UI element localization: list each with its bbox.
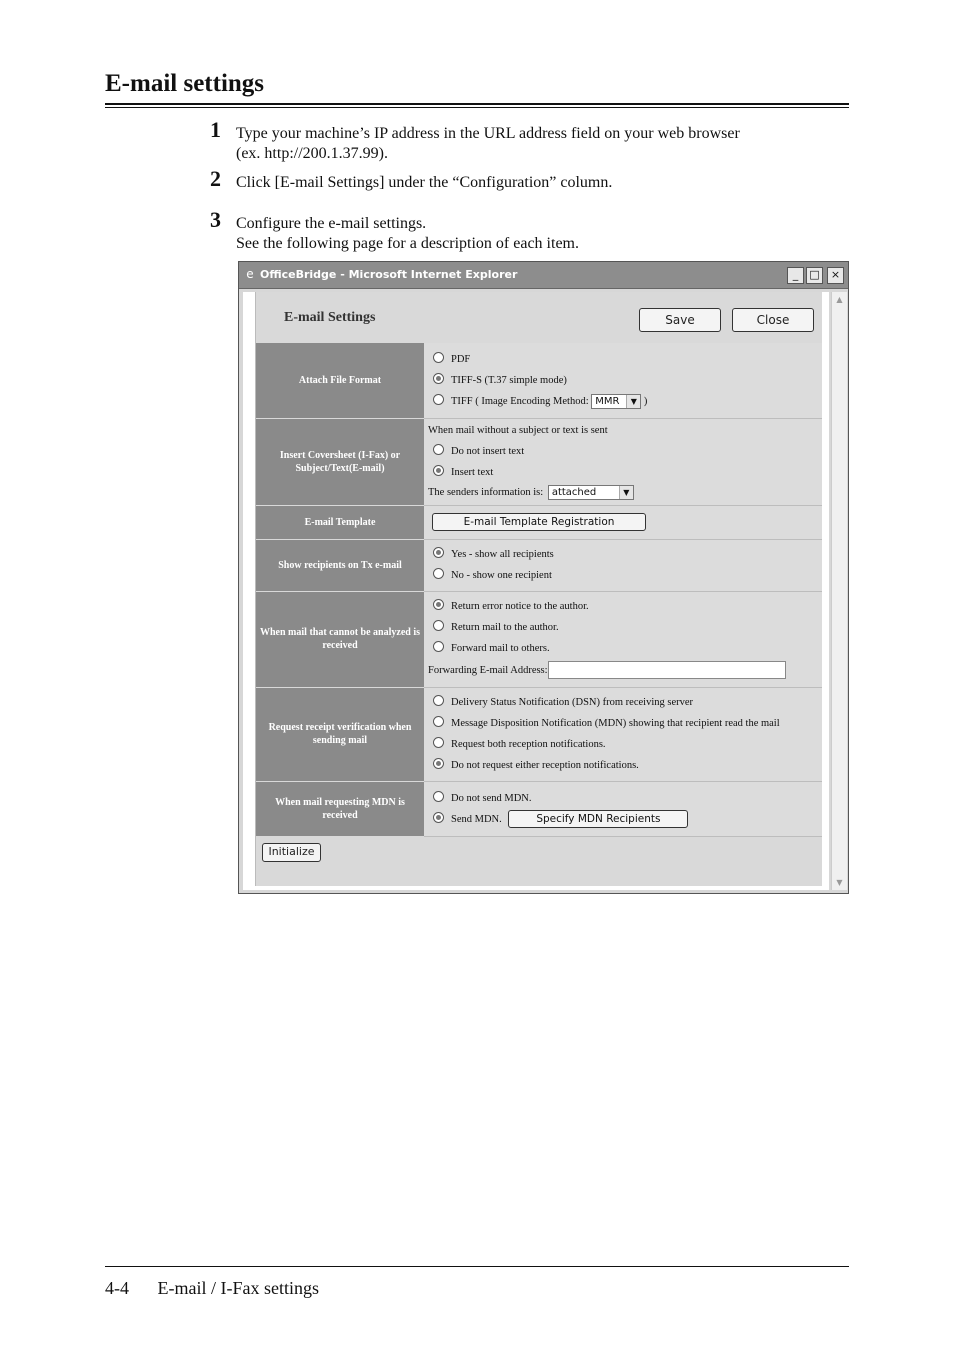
save-button[interactable]: Save — [639, 308, 721, 332]
radio-button[interactable] — [433, 444, 444, 455]
recipients-label: Show recipients on Tx e-mail — [256, 539, 424, 591]
settings-footer — [256, 837, 822, 886]
window-titlebar[interactable] — [239, 262, 848, 289]
option-label: Forward mail to others. — [451, 642, 550, 654]
radio-button[interactable] — [433, 716, 444, 727]
option-do-not-send-mdn[interactable] — [428, 788, 822, 809]
close-button[interactable]: Close — [732, 308, 814, 332]
step-number: 3 — [210, 207, 221, 232]
forward-address-input[interactable] — [548, 661, 786, 679]
option-label: Request both reception notifications. — [451, 739, 606, 750]
option-label: PDF — [451, 353, 471, 365]
vertical-scrollbar[interactable] — [831, 292, 847, 890]
option-label: Return mail to the author. — [451, 621, 559, 633]
browser-icon: e — [246, 267, 254, 281]
step-text: Type your machine’s IP address in the URL address field on your web browser — [236, 125, 740, 142]
initialize-button[interactable]: Initialize — [262, 843, 321, 862]
table-row — [256, 505, 822, 539]
close-window-button[interactable]: × — [827, 267, 844, 284]
option-label: Delivery Status Notification (DSN) from receiving server — [451, 697, 694, 708]
option-show-all[interactable] — [428, 544, 822, 565]
option-pdf[interactable] — [428, 349, 822, 370]
unanalyzed-label: When mail that cannot be analyzed is received — [256, 591, 424, 687]
chevron-down-icon: ▼ — [619, 486, 633, 499]
option-label-suffix: ) — [643, 395, 648, 407]
senders-select[interactable] — [548, 485, 634, 500]
coversheet-label: Insert Coversheet (I-Fax) or Subject/Text(E-mail) — [256, 418, 424, 505]
option-dsn[interactable] — [428, 692, 822, 713]
option-tiff-s[interactable] — [428, 370, 822, 391]
table-row — [256, 591, 822, 687]
coversheet-intro: When mail without a subject or text is sent — [428, 424, 608, 436]
browser-window — [238, 261, 849, 894]
option-insert-text[interactable] — [428, 462, 822, 483]
coversheet-options — [424, 418, 822, 505]
step-text: Click [E-mail Settings] under the “Configuration” column. — [236, 174, 613, 191]
option-return-error[interactable] — [428, 596, 822, 617]
chevron-down-icon: ▼ — [626, 395, 640, 408]
specify-mdn-recipients-button[interactable]: Specify MDN Recipients — [508, 810, 688, 828]
step-number: 1 — [210, 117, 221, 142]
step-text: Configure the e-mail settings. — [236, 215, 427, 232]
minimize-button[interactable]: _ — [787, 267, 804, 284]
mdn-label: When mail requesting MDN is received — [256, 781, 424, 836]
encoding-select[interactable] — [591, 394, 641, 409]
option-mdn[interactable] — [428, 713, 822, 734]
radio-button[interactable] — [433, 568, 444, 579]
senders-row — [428, 483, 822, 503]
radio-button[interactable] — [433, 620, 444, 631]
radio-button[interactable] — [433, 695, 444, 706]
option-tiff[interactable] — [428, 391, 822, 412]
template-label: E-mail Template — [256, 505, 424, 539]
forward-address-label: Forwarding E-mail Address: — [428, 664, 548, 676]
select-value: MMR — [595, 395, 620, 407]
radio-button[interactable] — [433, 641, 444, 652]
receipt-options — [424, 687, 822, 781]
option-label: Insert text — [451, 466, 494, 478]
radio-button[interactable] — [433, 791, 444, 802]
option-label: Do not request either reception notifications. — [451, 760, 639, 771]
option-label: Return error notice to the author. — [451, 600, 589, 612]
radio-button[interactable] — [433, 394, 444, 405]
option-label: TIFF-S (T.37 simple mode) — [451, 374, 567, 386]
maximize-button[interactable]: □ — [806, 267, 823, 284]
table-row — [256, 781, 822, 836]
mdn-options — [424, 781, 822, 836]
radio-button[interactable] — [433, 547, 444, 558]
section-title: E-mail / I-Fax settings — [157, 1278, 319, 1298]
template-registration-button[interactable]: E-mail Template Registration — [432, 513, 646, 531]
scroll-down-icon[interactable]: ▼ — [836, 878, 843, 887]
radio-button[interactable] — [433, 465, 444, 476]
template-options — [424, 505, 822, 539]
option-label: Send MDN. — [451, 813, 502, 825]
option-show-one[interactable] — [428, 565, 822, 586]
recipients-options — [424, 539, 822, 591]
radio-button[interactable] — [433, 373, 444, 384]
radio-button[interactable] — [433, 758, 444, 769]
option-label: No - show one recipient — [451, 570, 552, 581]
settings-table — [256, 343, 822, 837]
option-label: TIFF ( Image Encoding Method: — [451, 395, 589, 407]
scroll-up-icon[interactable]: ▲ — [836, 295, 843, 304]
select-value: attached — [551, 486, 597, 498]
settings-panel — [255, 292, 822, 886]
forward-address-row — [428, 659, 822, 683]
settings-heading: E-mail Settings — [284, 310, 376, 325]
page-number: 4-4 — [105, 1278, 129, 1298]
table-row — [256, 687, 822, 781]
option-label: Do not send MDN. — [451, 792, 532, 804]
receipt-label: Request receipt verification when sending mail — [256, 687, 424, 781]
radio-button[interactable] — [433, 352, 444, 363]
step-text: See the following page for a description of each item. — [236, 235, 579, 252]
radio-button[interactable] — [433, 599, 444, 610]
option-both[interactable] — [428, 734, 822, 755]
radio-button[interactable] — [433, 737, 444, 748]
table-row — [256, 539, 822, 591]
option-label: Message Disposition Notification (MDN) showing that recipient read the mail — [451, 718, 780, 729]
option-forward[interactable] — [428, 638, 822, 659]
radio-button[interactable] — [433, 812, 444, 823]
option-send-mdn[interactable] — [428, 809, 822, 830]
option-neither[interactable] — [428, 755, 822, 776]
option-return-mail[interactable] — [428, 617, 822, 638]
unanalyzed-options — [424, 591, 822, 687]
window-title: OfficeBridge - Microsoft Internet Explorer — [260, 268, 518, 281]
table-row — [256, 343, 822, 418]
option-do-not-insert[interactable] — [428, 441, 822, 462]
attach-format-label: Attach File Format — [256, 343, 424, 418]
step-number: 2 — [210, 166, 221, 191]
footer-rule — [105, 1266, 849, 1267]
page-footer — [105, 1278, 319, 1299]
title-rule — [105, 103, 849, 105]
browser-content — [243, 292, 829, 890]
page-title: E-mail settings — [105, 70, 265, 97]
senders-label: The senders information is: — [428, 486, 544, 498]
title-rule-thin — [105, 107, 849, 108]
option-label: Yes - show all recipients — [451, 549, 554, 560]
option-label: Do not insert text — [451, 445, 525, 457]
attach-format-options — [424, 343, 822, 418]
table-row — [256, 418, 822, 505]
step-text: (ex. http://200.1.37.99). — [236, 145, 388, 162]
